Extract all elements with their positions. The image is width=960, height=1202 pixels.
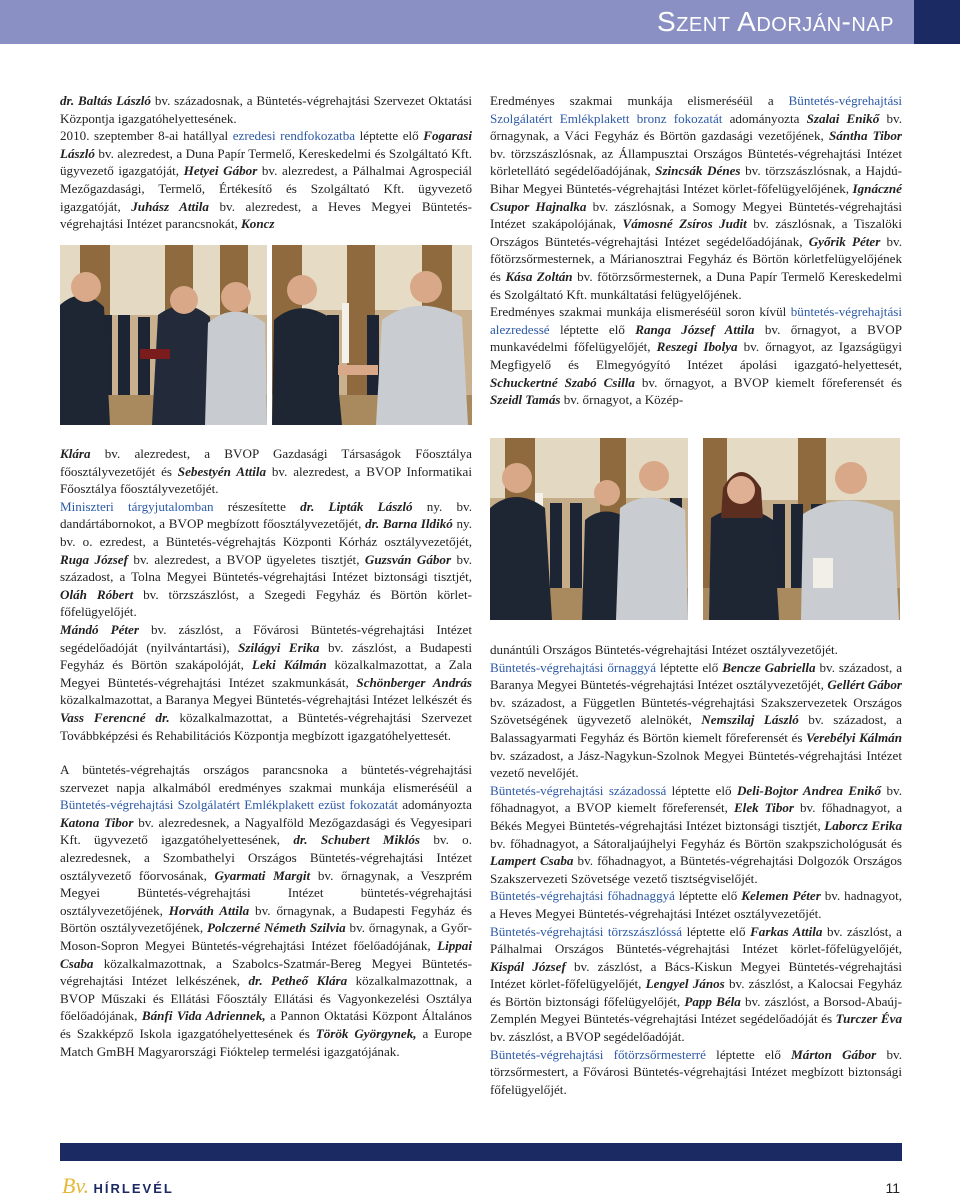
text-run: bv. századost, a Baranya Megyei Büntetés-végrehajtási Intézet osztályvezetőjét, bbox=[490, 659, 903, 693]
person-name: Vámosné Zsíros Judit bbox=[622, 216, 747, 232]
person-name: Kelemen Péter bbox=[741, 888, 821, 904]
paragraph bbox=[60, 621, 472, 744]
text-run: bv. alezredest, a BVOP Gazdasági Társaságok Főosztálya főosztályvezetőjét és bbox=[60, 446, 472, 479]
person-name: Lengyel János bbox=[645, 976, 725, 992]
text-run: bv. zászlóst, a Budapesti Fegyház és Börtön szakápolóját, bbox=[60, 639, 472, 673]
paragraph bbox=[490, 1046, 902, 1099]
text-run: adományozta bbox=[722, 110, 807, 126]
person-name: Ignáczné Csupor Hajnalka bbox=[490, 180, 902, 214]
text-run: léptette elő bbox=[705, 1046, 792, 1062]
person-name: Ruga József bbox=[60, 551, 128, 567]
person-name: dr. Barna Ildikó bbox=[365, 516, 453, 532]
person-name: Lippai Csaba bbox=[60, 938, 472, 971]
award-highlight: Büntetés-végrehajtási őrnaggyá bbox=[490, 659, 657, 675]
header-accent-block bbox=[914, 0, 960, 44]
text-run: bv. főtörzsőrmesternek, a Márianosztrai Fegyház és Börtön körletfelügyelőjének és bbox=[490, 233, 902, 284]
text-run: bv. őrnagyot, a BVOP kiemelt főreferensét és bbox=[634, 374, 902, 390]
text-run: bv. zászlóst, a BVOP segédelőadóját. bbox=[490, 1029, 685, 1045]
person-name: Vass Ferencné dr. bbox=[60, 709, 170, 725]
person-name: Verebélyi Kálmán bbox=[806, 729, 903, 745]
award-highlight: Miniszteri tárgyjutalomban bbox=[60, 498, 214, 514]
text-run: közalkalmazottat, a Büntetés-végrehajtási Szervezet Továbbképzési és Rehabilitációs Központja megbízott igazgatóhelyettesét. bbox=[60, 709, 472, 743]
text-run: bv. századost, a Jász-Nagykun-Szolnok Megyei Büntetés-végrehajtási Intézet vezető nevelőjét. bbox=[490, 747, 902, 781]
text-run: bv. alezredest, a Heves Megyei Büntetés-végrehajtási Intézet parancsnokát, bbox=[60, 198, 472, 232]
person-name: Schuckertné Szabó Csilla bbox=[490, 374, 635, 390]
text-run: közalkalmazottat, a Zala Megyei Büntetés-végrehajtási Intézet szakmunkását, bbox=[60, 657, 472, 690]
text-run: léptette elő bbox=[666, 782, 737, 798]
person-name: Horváth Attila bbox=[168, 902, 250, 918]
text-run: bv. főhadnagyot, a Békés Megyei Büntetés-végrehajtási Intézet biztonsági tisztjét, bbox=[490, 800, 903, 833]
person-name: Schönberger András bbox=[356, 674, 472, 690]
text-run: bv. főhadnagyot, a Sátoraljaújhelyi Fegyház és Börtön szakpszichológusát és bbox=[490, 835, 902, 851]
text-run: bv. őrnagynak, a Veszprém Megyei Büntetés-végrehajtási Intézet büntetés-végrehajtási osztályvezetőjének, bbox=[60, 867, 472, 918]
text-run: bv. őrnagyot, az Igazságügyi Megfigyelő és Elmegyógyító Intézet ápolási igazgató-helyettesét, bbox=[490, 339, 902, 372]
person-name: Koncz bbox=[241, 216, 275, 232]
paragraph bbox=[490, 659, 902, 782]
text-run: bv. zászlóst, a Borsod-Abaúj-Zemplén Megyei Büntetés-végrehajtási Intézet segédelőadóját és bbox=[490, 993, 902, 1027]
person-name: Leki Kálmán bbox=[251, 657, 327, 673]
text-run: a Pannon Oktatási Központ Általános és Szakképző Iskola igazgatóhelyettesének és bbox=[60, 1008, 472, 1041]
person-name: dr. Schubert Miklós bbox=[293, 832, 421, 848]
ceremony-photo-3 bbox=[490, 438, 688, 620]
person-name: Mándó Péter bbox=[60, 621, 139, 637]
person-name: Nemszilaj László bbox=[701, 712, 799, 728]
person-name: Deli-Bojtor Andrea Enikő bbox=[736, 782, 882, 798]
text-run: bv. őrnagyot, a Közép- bbox=[560, 392, 684, 408]
paragraph bbox=[490, 782, 902, 888]
text-run: ny. bv. o. ezredest, a Büntetés-végrehajtás Központi Kórház osztályvezetőjét, bbox=[60, 516, 472, 549]
text-run: közalkalmazottnak, a Szabolcs-Szatmár-Bereg Megyei Büntetés-végrehajtási Intézet lelkészének, bbox=[60, 955, 472, 989]
text-run: bv. o. alezredesnek, a Szombathelyi Országos Büntetés-végrehajtási Intézet osztályvezető főorvosának, bbox=[60, 832, 472, 883]
paragraph bbox=[60, 498, 472, 621]
text-run: Eredményes szakmai munkája elismeréséül a bbox=[490, 93, 789, 108]
text-run: bv. századost, a Balassagyarmati Fegyház és Börtön kiemelt főreferensét és bbox=[490, 712, 902, 745]
ceremony-photo-2 bbox=[272, 245, 472, 425]
text-run: bv. őrnagynak, a Budapesti Fegyház és Börtön osztályvezetőjének, bbox=[60, 902, 472, 936]
person-name: Sántha Tibor bbox=[828, 128, 902, 144]
text-run: A büntetés-végrehajtás országos parancsnoka a büntetés-végrehajtási szervezet napja alkalmából eredményes szakmai munkája elismeréséül a bbox=[60, 762, 472, 795]
text-run: bv. alezredest, a Pálhalmai Agrospeciál Mezőgazdasági, Termelő, Értékesítő és Szolgáltató Kft. ügyvezető igazgatóját, bbox=[60, 163, 472, 214]
text-run: bv. századosnak, a Büntetés-végrehajtási Szervezet Oktatási Központja igazgatóhelyettesének. bbox=[60, 93, 472, 126]
ceremony-photo-4 bbox=[703, 438, 900, 620]
text-run: bv. törzszászlósnak, az Állampusztai Országos Büntetés-végrehajtási Intézet körletellátó segédelőadójának, bbox=[490, 145, 902, 179]
text-run: közalkalmazottat, a Baranya Megyei Büntetés-végrehajtási Intézet lelkészét és bbox=[60, 692, 472, 708]
person-name: dr. Baltás László bbox=[60, 93, 151, 108]
paragraph bbox=[490, 641, 902, 659]
text-run: bv. hadnagyot, a Heves Megyei Büntetés-végrehajtási Intézet osztályvezetőjét. bbox=[490, 888, 902, 921]
person-name: Polczerné Németh Szilvia bbox=[207, 920, 346, 936]
person-name: Bencze Gabriella bbox=[722, 659, 816, 675]
text-run: dunántúli Országos Büntetés-végrehajtási Intézet osztályvezetőjét. bbox=[490, 642, 838, 657]
text-run: bv. őrnagynak, a Győr-Moson-Sopron Megyei Büntetés-végrehajtási Intézet főelőadójának, bbox=[60, 920, 472, 954]
person-name: Szeidl Tamás bbox=[490, 392, 561, 408]
person-name: Kispál József bbox=[490, 958, 566, 974]
person-name: Hetyei Gábor bbox=[183, 163, 258, 179]
person-name: Turczer Éva bbox=[835, 1011, 902, 1027]
text-run: bv. törzszászlósnak, a Hajdú-Bihar Megyei Büntetés-végrehajtási Intézet körlet-főfelügyelőjének, bbox=[490, 163, 903, 196]
text-run: ny. bv. dandártábornokot, a BVOP megbízott főosztályvezetőjét, bbox=[60, 498, 472, 532]
paragraph bbox=[60, 761, 472, 1060]
paragraph bbox=[490, 887, 902, 922]
text-run: bv. zászlósnak, a Tiszalöki Országos Büntetés-végrehajtási Intézet segédelőadójának, bbox=[490, 216, 902, 249]
text-run: a Europe Match GmBH Magyarországi Fióktelep termelési igazgatójának. bbox=[60, 1026, 472, 1059]
text-run: bv. alezredest, a BVOP Informatikai Főosztálya főosztályvezetőjét. bbox=[60, 463, 472, 497]
text-run: bv. zászlóst, a Kalocsai Fegyház és Börtön biztonsági főfelügyelőjét, bbox=[490, 976, 902, 1009]
header-separator bbox=[0, 44, 960, 48]
person-name: Elek Tibor bbox=[733, 800, 795, 816]
column-1-bottom-text bbox=[60, 445, 472, 1060]
person-name: Guzsván Gábor bbox=[364, 551, 452, 567]
person-name: Juhász Attila bbox=[131, 198, 209, 214]
text-run: bv. főhadnagyot, a BVOP kiemelt főreferensét, bbox=[490, 782, 902, 816]
paragraph bbox=[490, 92, 902, 303]
person-name: Farkas Attila bbox=[750, 923, 823, 939]
paragraph bbox=[60, 92, 472, 127]
column-2-top-text bbox=[490, 92, 902, 409]
person-name: Fogarasi László bbox=[60, 128, 472, 161]
person-name: Szilágyi Erika bbox=[238, 639, 320, 655]
text-run: bv. őrnagynak, a Váci Fegyház és Börtön gazdasági vezetőjének, bbox=[490, 110, 902, 144]
text-run: bv. zászlósnak, a Somogy Megyei Büntetés-végrehajtási Intézet szakápolójának, bbox=[490, 198, 902, 232]
award-highlight: Büntetés-végrehajtási Szolgálatért Emlékplakett bronz fokozatát bbox=[490, 93, 902, 126]
text-run: bv. alezredest, a BVOP ügyeletes tisztjét, bbox=[127, 551, 365, 567]
text-run: léptette elő bbox=[656, 659, 723, 675]
award-highlight: Büntetés-végrehajtási századossá bbox=[490, 782, 667, 798]
text-run: bv. törzszászlóst, a Szegedi Fegyház és Börtön körlet-főfelügyelőjét. bbox=[60, 586, 472, 620]
text-run: bv. zászlóst, a Pálhalmai Országos Büntetés-végrehajtási Intézet körlet-főfelügyelőjét, bbox=[490, 923, 902, 957]
text-run: bv. zászlóst, a Bács-Kiskun Megyei Büntetés-végrehajtási Intézet körlet-főfelügyelőjét, bbox=[490, 958, 902, 992]
person-name: dr. Petheő Klára bbox=[248, 973, 348, 989]
text-run: bv. alezredesnek, a Nagyalföld Mezőgazdasági és Vegyesipari Kft. ügyvezető igazgatóhelyettesének, bbox=[60, 814, 472, 848]
text-run: részesítette bbox=[213, 498, 301, 514]
award-highlight: büntetés-végrehajtási alezredessé bbox=[490, 304, 902, 337]
page-number: 11 bbox=[885, 1180, 900, 1196]
text-run: léptette elő bbox=[674, 888, 742, 904]
person-name: Klára bbox=[60, 446, 91, 461]
logo-word: HÍRLEVÉL bbox=[93, 1181, 174, 1196]
text-run: Eredményes szakmai munkája elismeréséül soron kívül bbox=[490, 304, 791, 320]
footer-bar bbox=[60, 1143, 902, 1161]
text-run: léptette elő bbox=[549, 321, 636, 337]
text-run: bv. őrnagyot, a BVOP munkavédelmi főfelügyelőjét, bbox=[490, 321, 902, 355]
column-1-top-text bbox=[60, 92, 472, 233]
ceremony-photo-1 bbox=[60, 245, 267, 425]
paragraph bbox=[490, 303, 902, 409]
award-highlight: Büntetés-végrehajtási főhadnaggyá bbox=[490, 888, 675, 904]
person-name: dr. Lipták László bbox=[300, 498, 413, 514]
text-run: bv. zászlóst, a Fővárosi Büntetés-végrehajtási Intézet segédelőadóját (nyilvántartási), bbox=[60, 621, 473, 655]
newsletter-logo bbox=[62, 1173, 174, 1199]
person-name: Laborcz Erika bbox=[824, 817, 902, 833]
award-highlight: ezredesi rendfokozatba bbox=[232, 128, 356, 144]
person-name: Reszegi Ibolya bbox=[656, 339, 738, 355]
award-highlight: Büntetés-végrehajtási Szolgálatért Emlékplakett ezüst fokozatát bbox=[60, 797, 399, 813]
text-run: bv. századost, a Tolna Megyei Büntetés-végrehajtási Intézet biztonsági tisztjét, bbox=[60, 551, 473, 585]
text-run: bv. alezredest, a Duna Papír Termelő, Kereskedelmi és Szolgáltató Kft. ügyvezető igazgatóját, bbox=[60, 145, 472, 179]
paragraph bbox=[60, 445, 472, 498]
text-run: 2010. szeptember 8-ai hatállyal bbox=[60, 128, 233, 144]
text-run: léptette elő bbox=[355, 128, 424, 144]
paragraph bbox=[60, 127, 472, 233]
person-name: Papp Béla bbox=[684, 993, 741, 1009]
text-run: léptette elő bbox=[682, 923, 751, 939]
paragraph-gap bbox=[60, 744, 472, 761]
section-title: Szent Adorján-nap bbox=[657, 6, 894, 37]
person-name: Szincsák Dénes bbox=[655, 163, 741, 179]
person-name: Sebestyén Attila bbox=[177, 463, 267, 479]
person-name: Kása Zoltán bbox=[505, 268, 573, 284]
person-name: Ranga József Attila bbox=[635, 321, 755, 337]
text-run: adományozta bbox=[398, 797, 472, 813]
person-name: Győrik Péter bbox=[808, 233, 881, 249]
award-highlight: Büntetés-végrehajtási főtörzsőrmesterré bbox=[490, 1046, 706, 1062]
person-name: Török Györgynek, bbox=[315, 1026, 417, 1041]
text-run: bv. főtörzsőrmesternek, a Duna Papír Termelő Kereskedelmi és Szolgáltató Kft. munkáltatási felügyelőjének. bbox=[490, 268, 902, 302]
column-2-bottom-text bbox=[490, 641, 902, 1098]
logo-mark: Bv. bbox=[62, 1173, 90, 1198]
person-name: Bánfi Vida Adriennek, bbox=[141, 1008, 266, 1024]
person-name: Gellért Gábor bbox=[827, 677, 902, 693]
text-run: bv. századost, a Független Büntetés-végrehajtási Szakszervezetek Országos Szövetségének ügyvezető alelnökét, bbox=[490, 694, 902, 728]
award-highlight: Büntetés-végrehajtási törzszászlóssá bbox=[490, 923, 683, 939]
paragraph bbox=[490, 923, 902, 1046]
person-name: Lampert Csaba bbox=[490, 853, 574, 869]
text-run: bv. főhadnagyot, a Büntetés-végrehajtási Dolgozók Országos Szakszervezeti Szövetsége vezető tisztségviselőjét. bbox=[490, 853, 902, 886]
text-run: bv. törzsőrmestert, a Fővárosi Büntetés-végrehajtási Intézet megbízott biztonsági főfelügyelőjét. bbox=[490, 1046, 902, 1097]
person-name: Gyarmati Margit bbox=[214, 867, 311, 883]
person-name: Márton Gábor bbox=[791, 1046, 877, 1062]
person-name: Katona Tibor bbox=[60, 814, 134, 830]
person-name: Szalai Enikő bbox=[806, 110, 880, 126]
text-run: közalkalmazottnak, a BVOP Műszaki és Ellátási Főosztály Ellátási és Vagyonkezelési Osztálya főelőadójának, bbox=[60, 973, 472, 1024]
person-name: Oláh Róbert bbox=[60, 586, 134, 602]
